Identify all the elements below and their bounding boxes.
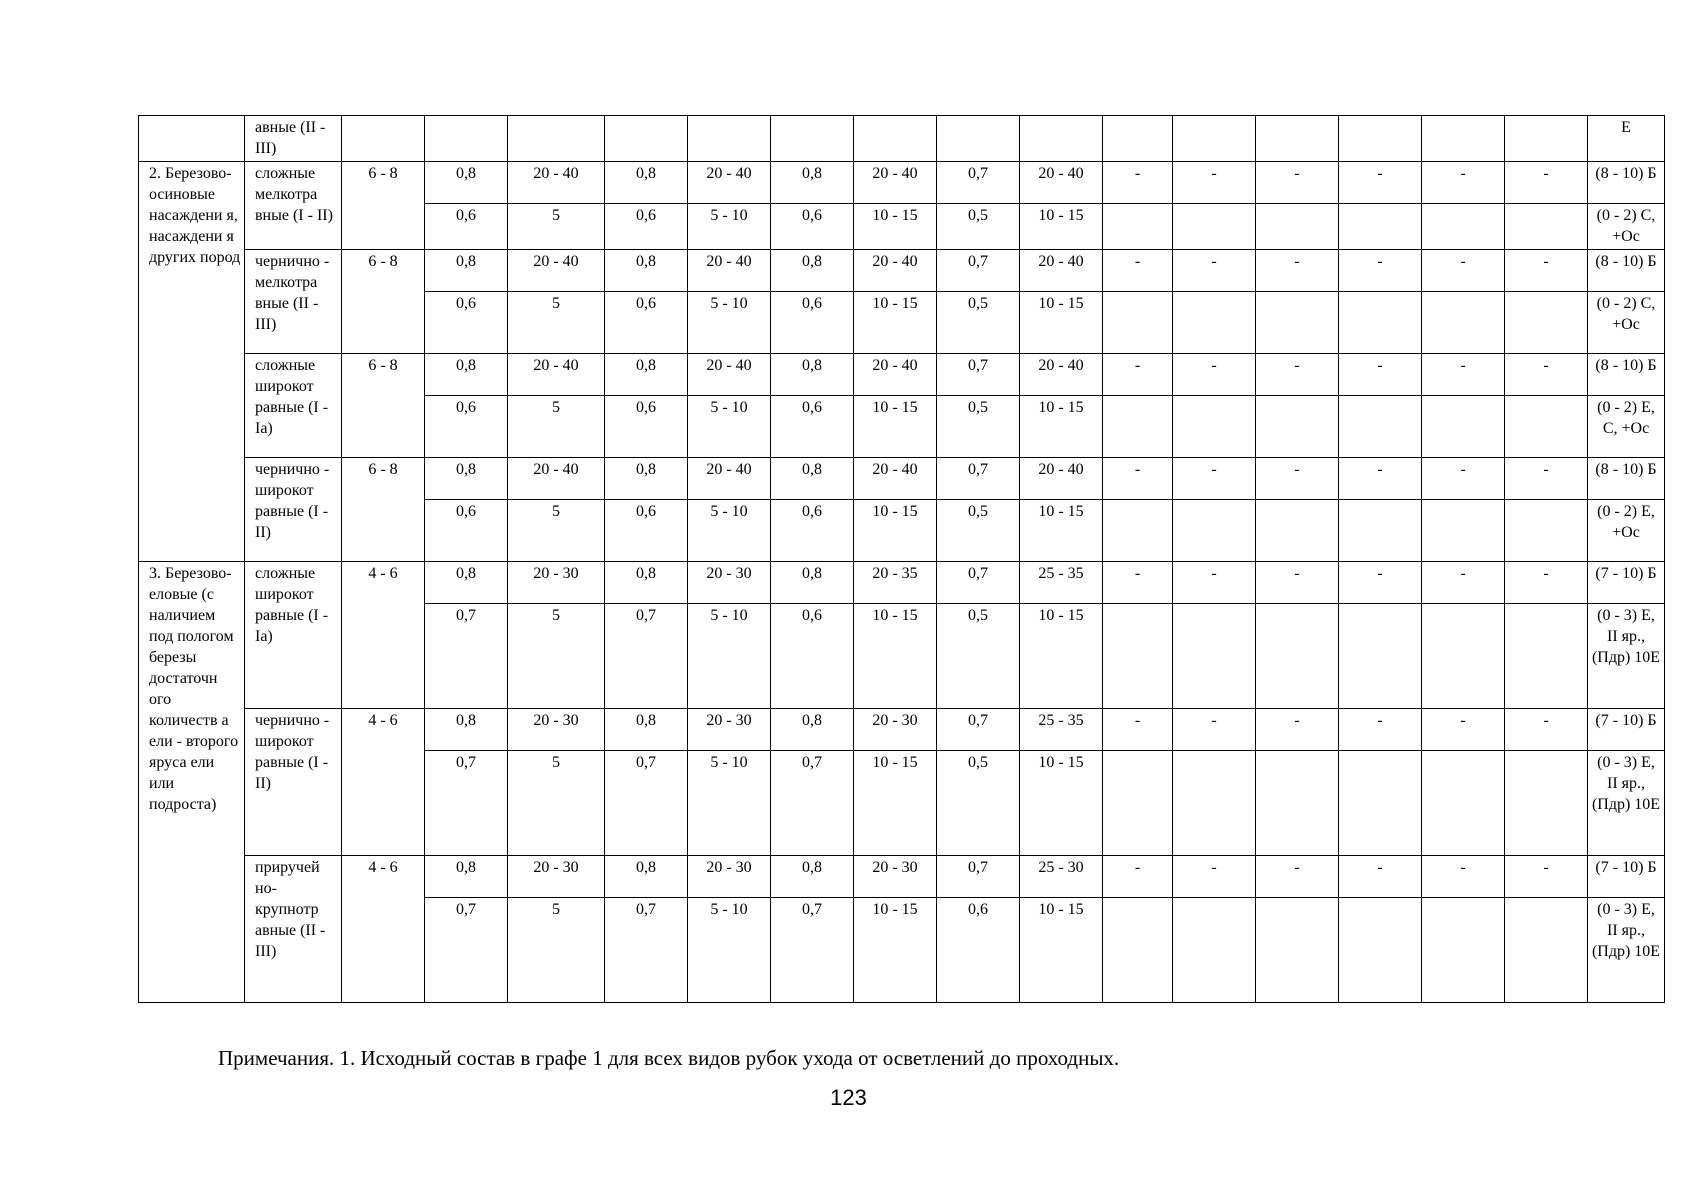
value-cell: -: [1256, 709, 1339, 751]
value-cell: 20 - 40: [1020, 354, 1103, 396]
value-cell: [1256, 898, 1339, 1003]
value-cell: -: [1339, 709, 1422, 751]
value-cell: -: [1422, 162, 1505, 204]
value-cell: [1339, 751, 1422, 856]
value-cell: 10 - 15: [854, 500, 937, 562]
value-cell: 0,8: [425, 250, 508, 292]
value-cell: -: [1505, 709, 1588, 751]
value-cell: [1256, 751, 1339, 856]
value-cell: [1422, 204, 1505, 250]
value-cell: 0,6: [425, 204, 508, 250]
value-cell: [1339, 204, 1422, 250]
value-cell: 20 - 30: [508, 856, 605, 898]
value-cell: [1505, 204, 1588, 250]
value-cell: 10 - 15: [854, 292, 937, 354]
table-cell: [1020, 116, 1103, 162]
value-cell: 10 - 15: [1020, 604, 1103, 709]
value-cell: 0,8: [771, 162, 854, 204]
forest-type-cell: сложные широкот равные (I - Ia): [245, 354, 342, 458]
table-cell: [1339, 116, 1422, 162]
value-cell: [1505, 396, 1588, 458]
composition-cell: (8 - 10) Б: [1588, 354, 1665, 396]
forest-type-cell: чернично - мелкотра вные (II - III): [245, 250, 342, 354]
value-cell: [1422, 751, 1505, 856]
value-cell: -: [1505, 458, 1588, 500]
value-cell: 0,7: [937, 250, 1020, 292]
value-cell: -: [1173, 458, 1256, 500]
value-cell: 0,8: [425, 162, 508, 204]
value-cell: 0,6: [605, 204, 688, 250]
value-cell: [1173, 898, 1256, 1003]
group-label-cell: 3. Березово-еловые (с наличием под пологом березы достаточн ого количеств а ели - второго яруса ели или подроста): [139, 562, 245, 1003]
value-cell: 0,8: [771, 250, 854, 292]
value-cell: 0,6: [771, 292, 854, 354]
value-cell: 0,8: [425, 458, 508, 500]
value-cell: -: [1339, 562, 1422, 604]
value-cell: [1256, 500, 1339, 562]
value-cell: 5 - 10: [688, 292, 771, 354]
value-cell: [1339, 396, 1422, 458]
value-cell: 5: [508, 396, 605, 458]
forest-type-cell: чернично - широкот равные (I - II): [245, 709, 342, 856]
table-cell: [1505, 116, 1588, 162]
value-cell: -: [1256, 162, 1339, 204]
value-cell: [1505, 500, 1588, 562]
value-cell: -: [1173, 162, 1256, 204]
value-cell: -: [1103, 458, 1173, 500]
value-cell: [1505, 751, 1588, 856]
table-cell: [1422, 116, 1505, 162]
value-cell: [1103, 898, 1173, 1003]
value-cell: 0,5: [937, 204, 1020, 250]
value-cell: -: [1422, 354, 1505, 396]
value-cell: 0,7: [937, 162, 1020, 204]
value-cell: 5: [508, 751, 605, 856]
value-cell: 0,8: [771, 562, 854, 604]
value-cell: -: [1422, 458, 1505, 500]
value-cell: 0,8: [605, 354, 688, 396]
value-cell: [1256, 396, 1339, 458]
value-cell: 0,5: [937, 292, 1020, 354]
value-cell: 10 - 15: [1020, 898, 1103, 1003]
value-cell: 10 - 15: [854, 204, 937, 250]
value-cell: 0,8: [771, 709, 854, 751]
value-cell: -: [1256, 250, 1339, 292]
value-cell: 0,8: [771, 856, 854, 898]
value-cell: 0,8: [605, 458, 688, 500]
value-cell: 0,7: [771, 898, 854, 1003]
value-cell: 0,7: [937, 856, 1020, 898]
value-cell: 20 - 40: [508, 250, 605, 292]
value-cell: [1422, 500, 1505, 562]
value-cell: [1173, 292, 1256, 354]
value-cell: 10 - 15: [1020, 204, 1103, 250]
value-cell: -: [1256, 562, 1339, 604]
value-cell: 0,8: [771, 354, 854, 396]
value-cell: 0,8: [425, 562, 508, 604]
value-cell: -: [1103, 354, 1173, 396]
forest-type-cell: чернично - широкот равные (I - II): [245, 458, 342, 562]
value-cell: 0,7: [937, 354, 1020, 396]
value-cell: -: [1505, 250, 1588, 292]
value-cell: 20 - 40: [508, 458, 605, 500]
composition-cell: (0 - 2) С, +Ос: [1588, 292, 1665, 354]
value-cell: 10 - 15: [1020, 396, 1103, 458]
value-cell: -: [1173, 354, 1256, 396]
value-cell: 5: [508, 204, 605, 250]
table-cell: [1103, 116, 1173, 162]
composition-cell: (0 - 3) Е, II яр., (Пдр) 10Е: [1588, 604, 1665, 709]
value-cell: 20 - 40: [1020, 250, 1103, 292]
value-cell: 0,8: [425, 354, 508, 396]
table-cell: [937, 116, 1020, 162]
value-cell: 0,7: [425, 898, 508, 1003]
composition-cell: (7 - 10) Б: [1588, 562, 1665, 604]
value-cell: 0,7: [425, 751, 508, 856]
group-label-cell: 2. Березово-осиновые насаждени я, насаждени я других пород: [139, 162, 245, 562]
value-cell: [1422, 396, 1505, 458]
value-cell: 0,7: [605, 751, 688, 856]
value-cell: [1422, 604, 1505, 709]
value-cell: -: [1173, 856, 1256, 898]
value-cell: 0,6: [425, 396, 508, 458]
value-cell: 5 - 10: [688, 751, 771, 856]
composition-cell: (0 - 3) Е, II яр., (Пдр) 10Е: [1588, 751, 1665, 856]
composition-cell: (8 - 10) Б: [1588, 458, 1665, 500]
value-cell: -: [1256, 354, 1339, 396]
table-cell: [688, 116, 771, 162]
value-cell: 0,6: [771, 396, 854, 458]
forest-type-cell: сложные мелкотра вные (I - II): [245, 162, 342, 250]
value-cell: 0,7: [771, 751, 854, 856]
value-cell: 20 - 40: [1020, 162, 1103, 204]
value-cell: 10 - 15: [854, 604, 937, 709]
value-cell: 0,7: [937, 562, 1020, 604]
value-cell: [1103, 396, 1173, 458]
value-cell: 20 - 40: [688, 354, 771, 396]
value-cell: [1422, 292, 1505, 354]
value-cell: 0,8: [605, 709, 688, 751]
value-cell: -: [1103, 562, 1173, 604]
value-cell: 20 - 40: [508, 162, 605, 204]
forest-type-cell: авные (II - III): [245, 116, 342, 162]
data-table: [138, 115, 1665, 1003]
value-cell: 5 - 10: [688, 204, 771, 250]
table-cell: [425, 116, 508, 162]
value-cell: 25 - 30: [1020, 856, 1103, 898]
value-cell: 0,5: [937, 500, 1020, 562]
value-cell: -: [1505, 354, 1588, 396]
value-cell: -: [1422, 709, 1505, 751]
value-cell: [1173, 751, 1256, 856]
value-cell: 0,6: [937, 898, 1020, 1003]
value-cell: 0,5: [937, 604, 1020, 709]
table-row: [139, 562, 1665, 604]
value-cell: [1339, 898, 1422, 1003]
value-cell: -: [1103, 162, 1173, 204]
value-cell: 0,7: [425, 604, 508, 709]
value-cell: -: [1505, 856, 1588, 898]
value-cell: 10 - 15: [1020, 500, 1103, 562]
value-cell: [1103, 604, 1173, 709]
value-cell: -: [1103, 709, 1173, 751]
table-row: [139, 250, 1665, 292]
value-cell: -: [1422, 250, 1505, 292]
table-cell: [342, 116, 425, 162]
table-row: [139, 856, 1665, 898]
value-cell: 5 - 10: [688, 898, 771, 1003]
composition-cell: (8 - 10) Б: [1588, 162, 1665, 204]
group-cell: [139, 116, 245, 162]
value-cell: [1505, 292, 1588, 354]
value-cell: 5 - 10: [688, 604, 771, 709]
value-cell: 20 - 35: [854, 562, 937, 604]
value-cell: 5: [508, 898, 605, 1003]
value-cell: -: [1173, 709, 1256, 751]
age-cell: 6 - 8: [342, 162, 425, 250]
value-cell: 25 - 35: [1020, 562, 1103, 604]
table-cell: [605, 116, 688, 162]
value-cell: -: [1173, 250, 1256, 292]
value-cell: 20 - 40: [508, 354, 605, 396]
table-row: [139, 709, 1665, 751]
value-cell: [1173, 396, 1256, 458]
value-cell: -: [1422, 562, 1505, 604]
value-cell: -: [1103, 856, 1173, 898]
composition-cell: (0 - 2) С, +Ос: [1588, 204, 1665, 250]
composition-cell: (0 - 3) Е, II яр., (Пдр) 10Е: [1588, 898, 1665, 1003]
value-cell: 5 - 10: [688, 500, 771, 562]
value-cell: [1173, 500, 1256, 562]
value-cell: 0,5: [937, 751, 1020, 856]
value-cell: 5 - 10: [688, 396, 771, 458]
composition-cell: Е: [1588, 116, 1665, 162]
value-cell: 0,5: [937, 396, 1020, 458]
page-number: 123: [830, 1085, 867, 1110]
value-cell: 0,6: [771, 500, 854, 562]
composition-cell: (7 - 10) Б: [1588, 709, 1665, 751]
age-cell: 6 - 8: [342, 250, 425, 354]
footnote: Примечания. 1. Исходный состав в графе 1 для всех видов рубок ухода от осветлений до проходных.: [218, 1046, 1120, 1070]
value-cell: 0,7: [605, 898, 688, 1003]
value-cell: [1103, 204, 1173, 250]
value-cell: 0,7: [937, 709, 1020, 751]
value-cell: -: [1505, 562, 1588, 604]
table-cell: [771, 116, 854, 162]
value-cell: 0,6: [605, 396, 688, 458]
value-cell: 20 - 40: [688, 250, 771, 292]
value-cell: [1173, 204, 1256, 250]
value-cell: 0,6: [425, 500, 508, 562]
value-cell: 10 - 15: [854, 751, 937, 856]
value-cell: 0,8: [605, 856, 688, 898]
composition-cell: (0 - 2) Е, +Ос: [1588, 500, 1665, 562]
value-cell: 5: [508, 500, 605, 562]
value-cell: -: [1505, 162, 1588, 204]
value-cell: [1256, 204, 1339, 250]
value-cell: -: [1339, 162, 1422, 204]
forest-type-cell: сложные широкот равные (I - Ia): [245, 562, 342, 709]
value-cell: 0,6: [605, 292, 688, 354]
value-cell: -: [1173, 562, 1256, 604]
value-cell: 0,6: [771, 204, 854, 250]
value-cell: 20 - 30: [854, 709, 937, 751]
table-row: [139, 116, 1665, 162]
value-cell: 20 - 40: [854, 162, 937, 204]
value-cell: -: [1422, 856, 1505, 898]
value-cell: -: [1339, 250, 1422, 292]
value-cell: -: [1339, 856, 1422, 898]
forest-type-cell: приручей но-крупнотр авные (II - III): [245, 856, 342, 1003]
value-cell: 0,6: [771, 604, 854, 709]
value-cell: 0,8: [605, 250, 688, 292]
value-cell: 20 - 30: [688, 562, 771, 604]
value-cell: 0,8: [771, 458, 854, 500]
table-cell: [854, 116, 937, 162]
age-cell: 4 - 6: [342, 562, 425, 709]
value-cell: -: [1339, 354, 1422, 396]
age-cell: 6 - 8: [342, 354, 425, 458]
composition-cell: (0 - 2) Е, С, +Ос: [1588, 396, 1665, 458]
value-cell: 25 - 35: [1020, 709, 1103, 751]
value-cell: 10 - 15: [854, 396, 937, 458]
value-cell: 20 - 40: [854, 354, 937, 396]
value-cell: 0,6: [425, 292, 508, 354]
value-cell: -: [1339, 458, 1422, 500]
table-row: [139, 458, 1665, 500]
value-cell: [1505, 604, 1588, 709]
value-cell: 20 - 30: [688, 709, 771, 751]
value-cell: [1339, 500, 1422, 562]
value-cell: [1256, 604, 1339, 709]
value-cell: 20 - 40: [1020, 458, 1103, 500]
value-cell: -: [1256, 458, 1339, 500]
value-cell: [1505, 898, 1588, 1003]
table-row: [139, 354, 1665, 396]
value-cell: 0,8: [425, 709, 508, 751]
value-cell: 10 - 15: [854, 898, 937, 1003]
value-cell: 5: [508, 604, 605, 709]
value-cell: [1103, 292, 1173, 354]
value-cell: [1422, 898, 1505, 1003]
value-cell: 0,7: [937, 458, 1020, 500]
value-cell: [1103, 500, 1173, 562]
value-cell: 20 - 40: [854, 250, 937, 292]
age-cell: 4 - 6: [342, 856, 425, 1003]
value-cell: [1339, 604, 1422, 709]
value-cell: 0,8: [425, 856, 508, 898]
value-cell: 20 - 40: [854, 458, 937, 500]
composition-cell: (8 - 10) Б: [1588, 250, 1665, 292]
value-cell: 20 - 40: [688, 458, 771, 500]
value-cell: 0,8: [605, 162, 688, 204]
value-cell: 0,8: [605, 562, 688, 604]
value-cell: 5: [508, 292, 605, 354]
value-cell: 20 - 30: [854, 856, 937, 898]
value-cell: 0,7: [605, 604, 688, 709]
value-cell: 10 - 15: [1020, 751, 1103, 856]
age-cell: 6 - 8: [342, 458, 425, 562]
table-cell: [1256, 116, 1339, 162]
table-row: [139, 162, 1665, 204]
value-cell: 20 - 30: [508, 709, 605, 751]
value-cell: 0,6: [605, 500, 688, 562]
table-cell: [508, 116, 605, 162]
value-cell: 20 - 30: [508, 562, 605, 604]
composition-cell: (7 - 10) Б: [1588, 856, 1665, 898]
value-cell: -: [1103, 250, 1173, 292]
value-cell: 10 - 15: [1020, 292, 1103, 354]
value-cell: [1103, 751, 1173, 856]
age-cell: 4 - 6: [342, 709, 425, 856]
value-cell: [1173, 604, 1256, 709]
value-cell: 20 - 30: [688, 856, 771, 898]
table-cell: [1173, 116, 1256, 162]
value-cell: 20 - 40: [688, 162, 771, 204]
value-cell: [1256, 292, 1339, 354]
value-cell: [1339, 292, 1422, 354]
value-cell: -: [1256, 856, 1339, 898]
